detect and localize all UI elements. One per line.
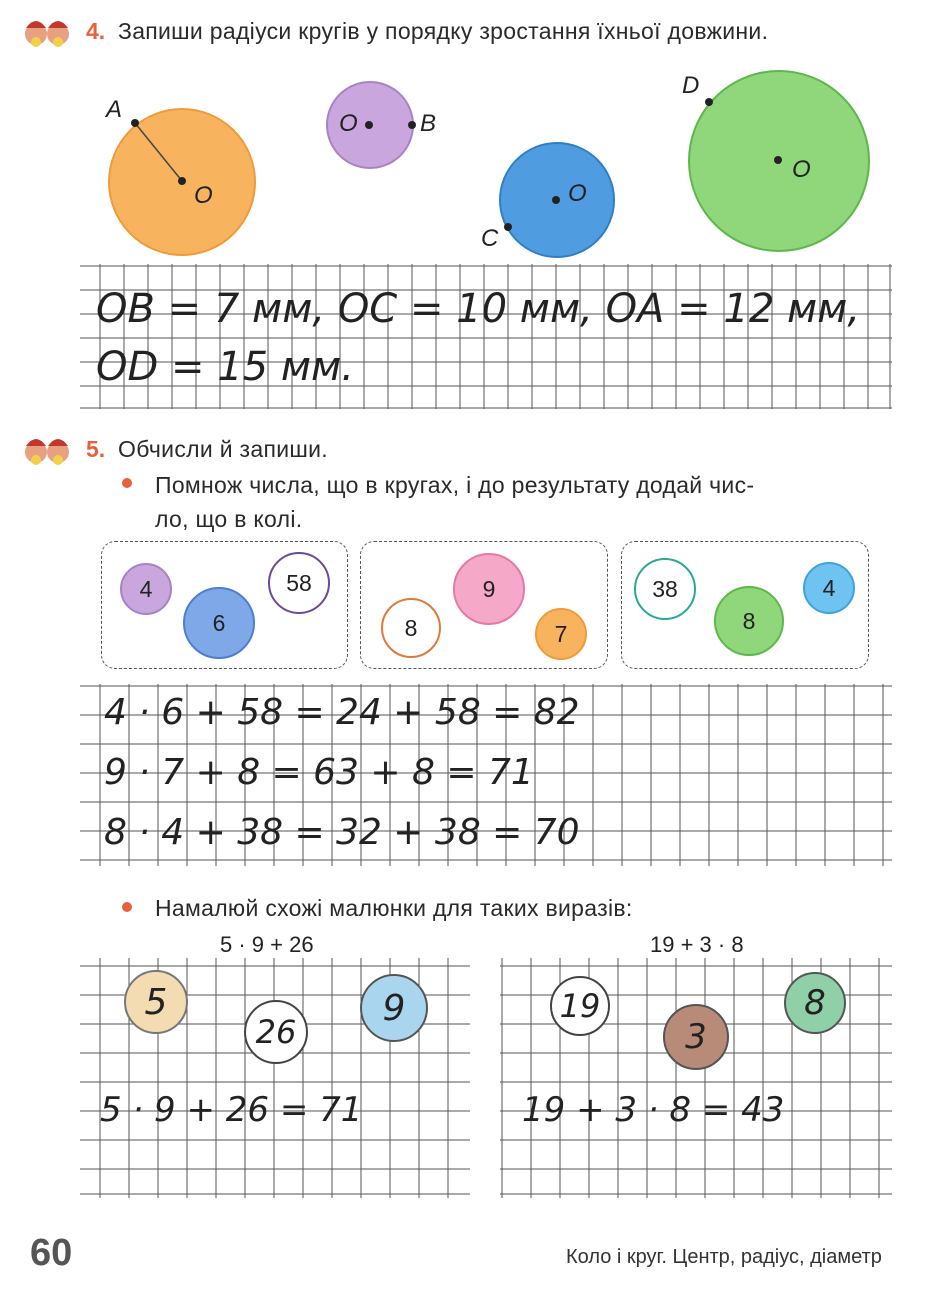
box1-circle-a: 4: [120, 563, 172, 615]
task5-bullet1b: ло, що в колі.: [155, 506, 303, 532]
task5-bullet2: Намалюй схожі малюнки для таких виразів:: [155, 895, 633, 921]
label-o-c: O: [568, 180, 587, 207]
drawn-circle-9: 9: [360, 974, 428, 1042]
label-o-a: O: [194, 182, 213, 209]
box3-circle-c: 4: [803, 562, 855, 614]
box2-ring-b: 8: [381, 598, 441, 658]
task4-answer-line1: OB = 7 мм, OC = 10 мм, OA = 12 мм,: [96, 286, 861, 332]
label-o-b: O: [339, 110, 358, 137]
task5-number: 5.: [86, 436, 106, 462]
point-c: [504, 223, 512, 231]
box1-ring-c: 58: [268, 552, 330, 614]
point-b: [408, 121, 416, 129]
drawn-circle-3: 3: [663, 1004, 729, 1070]
bullet-1: [122, 478, 132, 488]
page-number: 60: [30, 1232, 73, 1274]
label-b: B: [420, 110, 437, 137]
point-a: [131, 119, 139, 127]
task5-bullet1: Помнож числа, що в кругах, і до результату додай чис-: [155, 472, 755, 498]
task5-icon: [22, 430, 74, 470]
center-o-b: [365, 121, 373, 129]
chapter-title: Коло і круг. Центр, радіус, діаметр: [566, 1246, 882, 1268]
task4-number: 4.: [86, 18, 106, 44]
bullet-2: [122, 902, 132, 912]
task5-answer-line2: 9 · 7 + 8 = 63 + 8 = 71: [104, 752, 534, 793]
task5-text: Обчисли й запиши.: [118, 436, 328, 462]
answer-left: 5 · 9 + 26 = 71: [100, 1090, 363, 1130]
center-o-c: [552, 196, 560, 204]
drawn-circle-5: 5: [124, 970, 188, 1034]
drawn-ring-26: 26: [244, 1000, 308, 1064]
task4-answer-line2: OD = 15 мм.: [96, 344, 354, 390]
box3-ring-a: 38: [634, 558, 696, 620]
drawn-circle-8: 8: [784, 972, 846, 1034]
task5-answer-line3: 8 · 4 + 38 = 32 + 38 = 70: [104, 812, 580, 853]
center-o-a: [178, 177, 186, 185]
box2-circle-a: 9: [453, 553, 525, 625]
box3-circle-b: 8: [714, 586, 784, 656]
center-o-d: [774, 156, 782, 164]
task5-answer-line1: 4 · 6 + 58 = 24 + 58 = 82: [104, 692, 580, 733]
box2-circle-c: 7: [535, 608, 587, 660]
point-d: [705, 98, 713, 106]
label-c: C: [481, 225, 499, 252]
label-a: A: [106, 96, 123, 123]
label-o-d: O: [792, 156, 811, 183]
answer-right: 19 + 3 · 8 = 43: [522, 1090, 785, 1130]
label-d: D: [682, 72, 700, 99]
box1-circle-b: 6: [183, 587, 255, 659]
drawn-ring-19: 19: [550, 976, 610, 1036]
expression-left: 5 · 9 + 26: [220, 932, 314, 957]
task4-text: Запиши радіуси кругів у порядку зростання їхньої довжини.: [118, 18, 769, 44]
expression-right: 19 + 3 · 8: [650, 932, 744, 957]
